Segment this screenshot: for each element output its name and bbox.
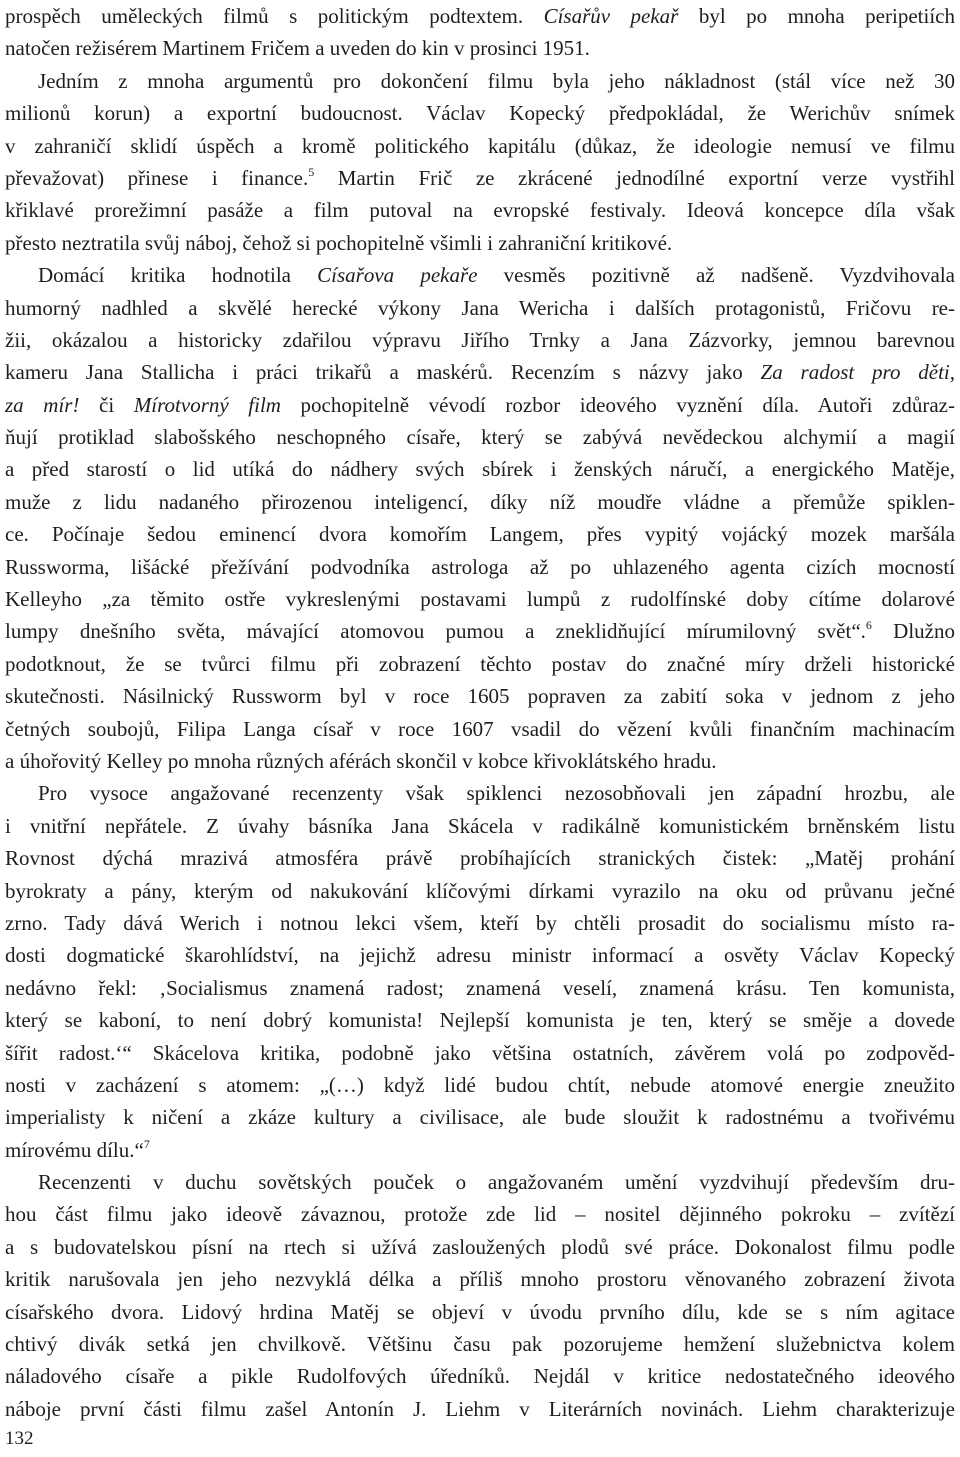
text-line: náboje první části filmu zašel Antonín J. Liehm v Literárních novinách. Liehm charakterizuje [5,1396,955,1421]
text-line: který se kaboní, to není dobrý komunista! Nejlepší komunista je ten, který se směje a dovede [5,1008,955,1033]
text-line: náladového císaře a pikle Rudolfových úředníků. Nejdál v kritice nedostatečného ideového [5,1364,955,1389]
text-line: kritik narušovala jen jeho nezvyklá délka a příliš mnoho prostoru věnovaného zobrazení života [5,1267,955,1292]
text-line: v zahraničí sklidí úspěch a kromě politického kapitálu (důkaz, že ideologie nemusí ve filmu [5,133,955,158]
text-line: křiklavé prorežimní pasáže a film putoval na evropské festivaly. Ideová koncepce díla však [5,198,955,223]
footnote-ref: 5 [308,164,315,179]
body-text [5,0,955,1425]
text-line: podotknout, že se tvůrci filmu při zobrazení těchto postav do značné míry drželi historické [5,651,955,676]
text-line: prospěch uměleckých filmů s politickým podtextem. Císařův pekař byl po mnoha peripetiích [5,4,955,28]
page-number: 132 [5,1428,34,1449]
text-line: imperialisty k ničení a zkáze kultury a civilisace, ale bude sloužit k radostnému a tvořivému [5,1105,955,1130]
text-line: mírovému dílu.“$^7$ [5,1136,150,1162]
text-line: chtivý divák setká jen chvilkově. Většinu času pak pozorujeme hemžení služebnictva kolem [5,1332,955,1357]
footnote-ref: 7 [143,1136,150,1151]
text-line: byrokraty a pány, kterým od nakukování klíčovými dírkami vyrazilo na oku od průvanu ječné [5,878,955,903]
text-line: i vnitřní nepřátele. Z úvahy básníka Jana Skácela v radikálně komunistickém brněnském listu [5,813,955,838]
text-line: zrno. Tady dává Werich i notnou lekci všem, kteří by chtěli prosadit do socialismu místo ra- [5,910,955,935]
text-line: za mír! či Mírotvorný film pochopitelně vévodí rozbor ideového vyznění díla. Autoři zdůraz- [5,392,955,417]
text-line: Russworma, lišácké přežívání podvodníka astrologa až po uhlazeného agenta cizích mocností [5,554,955,579]
text-line: ňují protiklad slabošského neschopného císaře, který se zabývá nevědeckou alchymií a magií [5,425,955,450]
text-line: muže z lidu nadaného přirozenou inteligencí, díky níž moudře vládne a přemůže spiklen- [5,489,955,514]
text-line: skutečnosti. Násilnický Russworm byl v roce 1605 popraven za zabití soka v jednom z jeho [5,684,955,709]
text-line: milionů korun) a exportní budoucnost. Václav Kopecký předpokládal, že Werichův snímek [5,101,955,126]
text-line: Pro vysoce angažované recenzenty však spiklenci nezosobňovali jen západní hrozbu, ale [38,781,955,806]
text-line: šířit radost.‘“ Skácelova kritika, podobně jako většina ostatních, závěrem volá po zodpověd- [5,1040,955,1065]
text-line: císařského dvora. Lidový hrdina Matěj se objeví v úvodu prvního dílu, kde se s ním agitace [5,1299,955,1324]
text-line: a s budovatelskou písní na rtech si užívá zasloužených plodů své práce. Dokonalost filmu podle [5,1234,955,1259]
text-line: ce. Počínaje šedou eminencí dvora komořím Langem, přes vypitý vojácký mozek maršála [5,522,955,547]
text-line: Rovnost dýchá mrazivá atmosféra právě probíhajících stranických čistek: „Matěj prohání [5,846,955,871]
text-line: převažovat) přinese i finance.$^5$ Martin Frič ze zkrácené jednodílné exportní verze vystřihl [5,164,955,190]
text-line: kameru Jana Stallicha i práci trikařů a maskérů. Recenzím s názvy jako Za radost pro děti, [5,360,955,385]
text-line: Jedním z mnoha argumentů pro dokončení filmu byla jeho nákladnost (stál více než 30 [38,68,955,93]
text-line: a úhořovitý Kelley po mnoha různých aférách skončil v kobce křivoklátského hradu. [5,748,717,773]
text-line: nedávno řekl: ‚Socialismus znamená radost; znamená veselí, znamená krásu. Ten komunista, [5,975,955,1000]
text-line: četných soubojů, Filipa Langa císař v roce 1607 vsadil do vězení kvůli finančním machinacím [5,716,955,741]
text-line: přesto neztratila svůj náboj, čehož si pochopitelně všimli i zahraniční kritikové. [5,230,673,255]
text-line: humorný nadhled a skvělé herecké výkony Jana Wericha i dalších protagonistů, Fričovu re- [5,295,955,320]
footnote-ref: 6 [865,618,872,633]
text-line: hou část filmu jako ideově závaznou, protože zde lid – nositel dějinného pokroku – zvítězí [5,1202,955,1227]
text-line: natočen režisérem Martinem Fričem a uveden do kin v prosinci 1951. [5,36,590,61]
text-line: žii, okázalou a historicky zdařilou výpravu Jiřího Trnky a Jana Zázvorky, jemnou barevnou [5,327,955,352]
text-line: Kelleyho „za těmito ostře vykreslenými postavami lumpů z rudolfínské doby cítíme dolarové [5,587,955,612]
text-line: Domácí kritika hodnotila Císařova pekaře vesměs pozitivně až nadšeně. Vyzdvihovala [38,263,955,288]
text-line: nosti v zacházení s atomem: „(…) když lidé budou chtít, nebude atomové energie zneužito [5,1072,955,1097]
text-line: a před starostí o lid utíká do nádhery svých sbírek i ženských náručí, a energického Matěje, [5,457,955,482]
text-line: Recenzenti v duchu sovětských pouček o angažovaném umění vyzdvihují především dru- [38,1170,955,1195]
text-line: lumpy dnešního světa, mávající atomovou pumou a zneklidňující mírumilovný svět“.$^6$ Dlužno [5,618,955,644]
text-line: dosti dogmatické škarohlídství, na jejichž adresu ministr informací a osvěty Václav Kopecký [5,943,955,968]
